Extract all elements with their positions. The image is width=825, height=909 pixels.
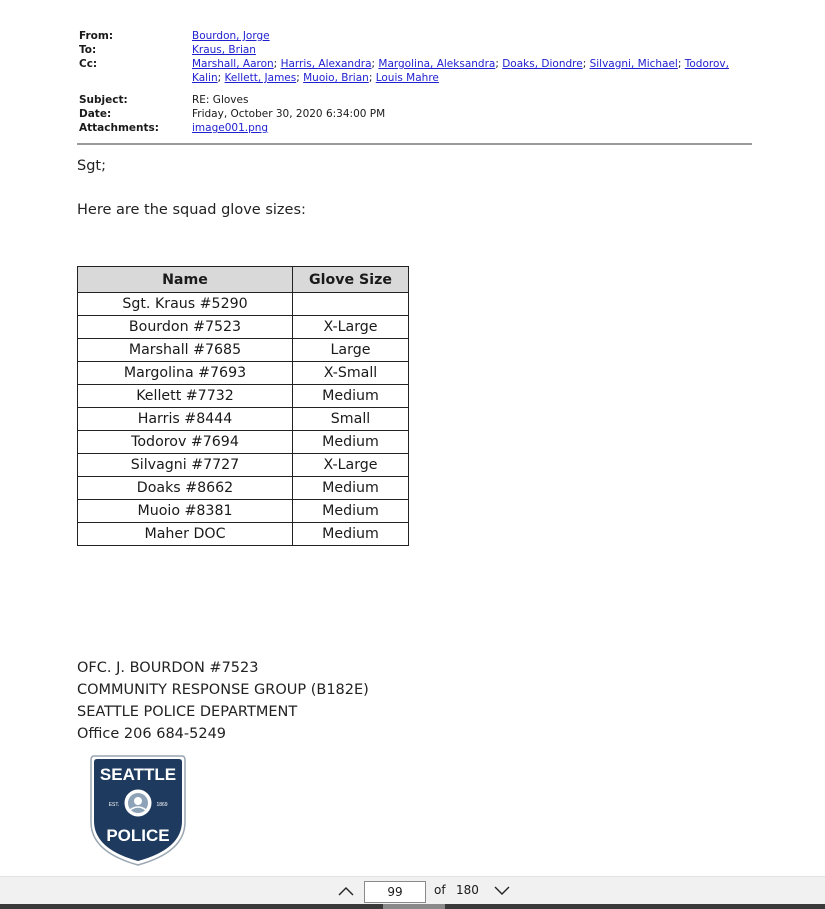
page-of-label: of <box>434 883 446 897</box>
name-cell: Marshall #7685 <box>78 339 293 362</box>
cc-separator: ; <box>677 58 685 70</box>
date-row <box>79 107 759 121</box>
column-header-name: Name <box>78 267 293 293</box>
seattle-police-badge-logo <box>90 752 186 866</box>
size-cell: X-Small <box>293 362 409 385</box>
cc-list <box>192 57 759 85</box>
cc-recipient-link[interactable]: Todorov, Kalin <box>192 58 729 84</box>
size-cell: Medium <box>293 523 409 546</box>
name-cell: Margolina #7693 <box>78 362 293 385</box>
chevron-up-icon[interactable] <box>336 883 356 899</box>
name-cell: Maher DOC <box>78 523 293 546</box>
cc-recipient-link[interactable]: Margolina, Aleksandra <box>378 58 496 70</box>
cc-label: Cc: <box>79 58 98 70</box>
from-row <box>79 29 759 43</box>
cc-separator: ; <box>296 72 304 84</box>
table-row <box>78 454 409 477</box>
table-row <box>78 408 409 431</box>
table-row <box>78 339 409 362</box>
name-cell: Kellett #7732 <box>78 385 293 408</box>
logo-est-text: EST. <box>108 802 120 808</box>
email-header <box>79 29 759 135</box>
size-cell: Small <box>293 408 409 431</box>
name-cell: Sgt. Kraus #5290 <box>78 293 293 316</box>
name-cell: Muoio #8381 <box>78 500 293 523</box>
subject-row <box>79 93 759 107</box>
subject-label: Subject: <box>79 94 128 106</box>
name-cell: Bourdon #7523 <box>78 316 293 339</box>
table-row <box>78 316 409 339</box>
table-row <box>78 385 409 408</box>
size-cell <box>293 293 409 316</box>
table-row <box>78 293 409 316</box>
cc-separator: ; <box>371 58 379 70</box>
header-divider <box>77 143 752 145</box>
name-cell: Harris #8444 <box>78 408 293 431</box>
to-label: To: <box>79 44 97 56</box>
attachments-label: Attachments: <box>79 122 159 134</box>
page-total: 180 <box>456 883 479 897</box>
cc-recipient-link[interactable]: Kellett, James <box>224 72 297 84</box>
table-row <box>78 362 409 385</box>
attachments-row <box>79 121 759 135</box>
subject-value: RE: Gloves <box>192 94 249 106</box>
cc-row <box>79 57 759 85</box>
pdf-page-navigator <box>0 876 825 905</box>
signature-phone: Office 206 684-5249 <box>77 726 227 742</box>
signature-department: SEATTLE POLICE DEPARTMENT <box>77 704 298 720</box>
signature-block <box>77 657 369 745</box>
table-row <box>78 500 409 523</box>
signature-unit: COMMUNITY RESPONSE GROUP (B182E) <box>77 682 369 698</box>
cc-recipient-link[interactable]: Doaks, Diondre <box>502 58 583 70</box>
cc-recipient-link[interactable]: Louis Mahre <box>375 72 439 84</box>
cc-separator: ; <box>582 58 590 70</box>
cc-recipient-link[interactable]: Harris, Alexandra <box>280 58 372 70</box>
date-value: Friday, October 30, 2020 6:34:00 PM <box>192 108 386 120</box>
cc-recipient-link[interactable]: Silvagni, Michael <box>589 58 678 70</box>
cc-recipient-link[interactable]: Marshall, Aaron <box>192 58 274 70</box>
cc-separator: ; <box>368 72 376 84</box>
page-number-input[interactable]: 99 <box>364 881 426 903</box>
logo-text-top: SEATTLE <box>99 765 177 784</box>
size-cell: Medium <box>293 385 409 408</box>
size-cell: X-Large <box>293 316 409 339</box>
glove-size-table <box>77 266 409 546</box>
table-row <box>78 523 409 546</box>
from-label: From: <box>79 30 114 42</box>
name-cell: Todorov #7694 <box>78 431 293 454</box>
cc-recipient-link[interactable]: Muoio, Brian <box>303 72 369 84</box>
to-row <box>79 43 759 57</box>
size-cell: Medium <box>293 500 409 523</box>
date-label: Date: <box>79 108 112 120</box>
to-link[interactable]: Kraus, Brian <box>192 44 256 56</box>
cc-separator: ; <box>273 58 281 70</box>
logo-text-bottom: POLICE <box>106 826 170 845</box>
name-cell: Doaks #8662 <box>78 477 293 500</box>
table-header-row <box>78 267 409 293</box>
size-cell: Medium <box>293 431 409 454</box>
attachment-link[interactable]: image001.png <box>192 122 269 134</box>
cc-separator: ; <box>217 72 225 84</box>
column-header-glove-size: Glove Size <box>293 267 409 293</box>
table-row <box>78 431 409 454</box>
table-row <box>78 477 409 500</box>
scrollbar-thumb[interactable] <box>383 904 445 909</box>
signature-name: OFC. J. BOURDON #7523 <box>77 660 259 676</box>
name-cell: Silvagni #7727 <box>78 454 293 477</box>
logo-year-text: 1869 <box>156 802 168 808</box>
chevron-down-icon[interactable] <box>492 883 512 899</box>
intro-text: Here are the squad glove sizes: <box>77 202 306 218</box>
greeting: Sgt; <box>77 158 106 174</box>
size-cell: Large <box>293 339 409 362</box>
size-cell: Medium <box>293 477 409 500</box>
from-link[interactable]: Bourdon, Jorge <box>192 30 270 42</box>
size-cell: X-Large <box>293 454 409 477</box>
horizontal-scrollbar[interactable] <box>0 904 825 909</box>
cc-separator: ; <box>495 58 503 70</box>
